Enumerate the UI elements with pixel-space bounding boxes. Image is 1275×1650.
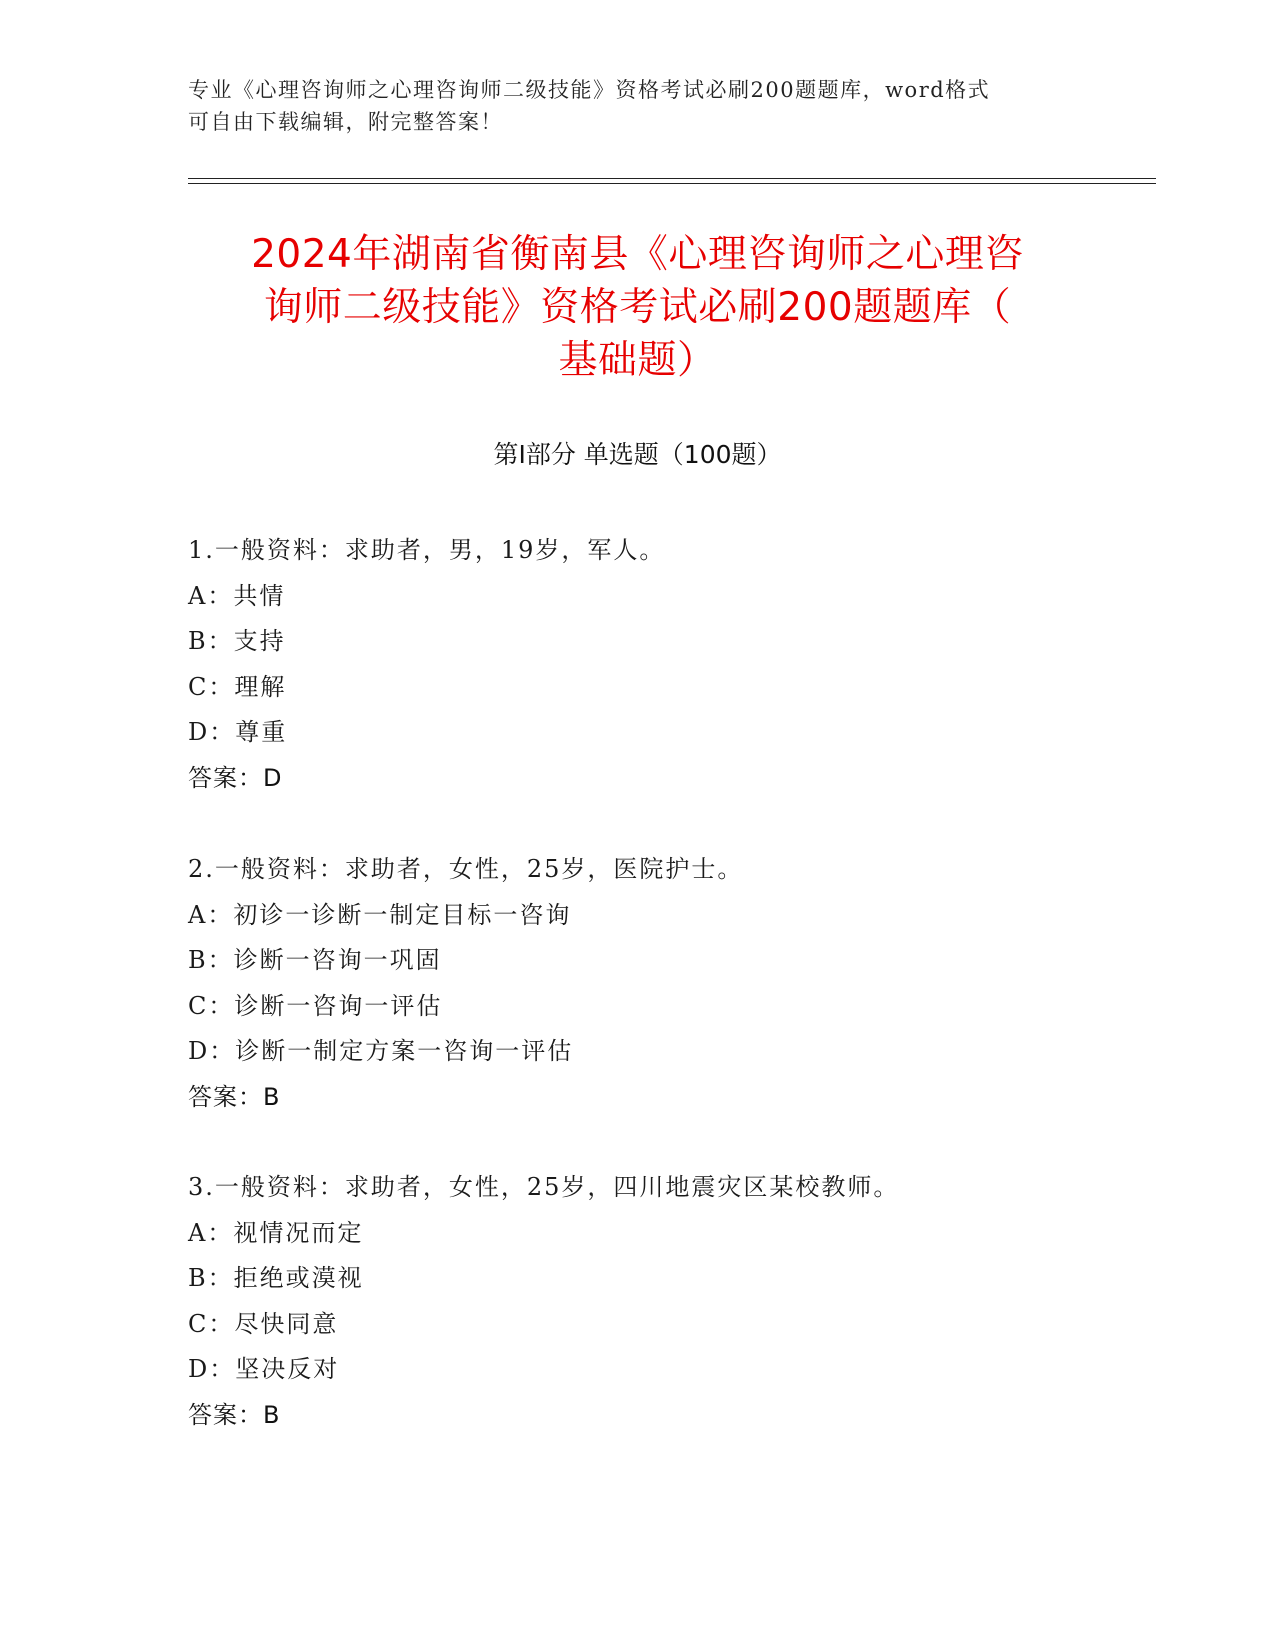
title-line: 基础题） (558, 338, 717, 383)
document-header-note (188, 74, 1088, 138)
question-stem: 2.一般资料：求助者，女性，25岁，医院护士。 (188, 855, 744, 883)
question-block (188, 528, 1148, 801)
header-note-line: 可自由下载编辑，附完整答案！ (188, 110, 503, 134)
question-block (188, 847, 1148, 1120)
header-note-line: 专业《心理咨询师之心理咨询师二级技能》资格考试必刷200题题库，word格式 (188, 78, 991, 102)
header-divider (188, 183, 1156, 184)
option-b: B：诊断一咨询一巩固 (188, 946, 442, 974)
option-a: A：共情 (188, 581, 286, 610)
question-block (188, 1165, 1148, 1438)
option-d: D：坚决反对 (188, 1355, 340, 1383)
option-c: C：诊断一咨询一评估 (188, 991, 443, 1020)
option-a: A：初诊一诊断一制定目标一咨询 (188, 900, 572, 929)
section-heading: 第Ⅰ部分 单选题（100题） (493, 440, 782, 469)
option-d: D：尊重 (188, 718, 288, 746)
question-stem: 1.一般资料：求助者，男，19岁，军人。 (188, 536, 666, 564)
option-b: B：支持 (188, 627, 286, 655)
option-a: A：视情况而定 (188, 1218, 364, 1247)
option-d: D：诊断一制定方案一咨询一评估 (188, 1037, 574, 1065)
header-divider (188, 178, 1156, 179)
document-title (160, 228, 1115, 387)
question-stem: 3.一般资料：求助者，女性，25岁，四川地震灾区某校教师。 (188, 1173, 900, 1201)
option-c: C：尽快同意 (188, 1309, 339, 1338)
option-b: B：拒绝或漠视 (188, 1264, 364, 1292)
answer-label: 答案：D (188, 763, 283, 792)
title-line: 2024年湖南省衡南县《心理咨询师之心理咨 (251, 232, 1024, 277)
answer-label: 答案：B (188, 1082, 281, 1111)
answer-label: 答案：B (188, 1400, 281, 1429)
option-c: C：理解 (188, 672, 287, 701)
title-line: 询师二级技能》资格考试必刷200题题库（ (263, 285, 1012, 330)
